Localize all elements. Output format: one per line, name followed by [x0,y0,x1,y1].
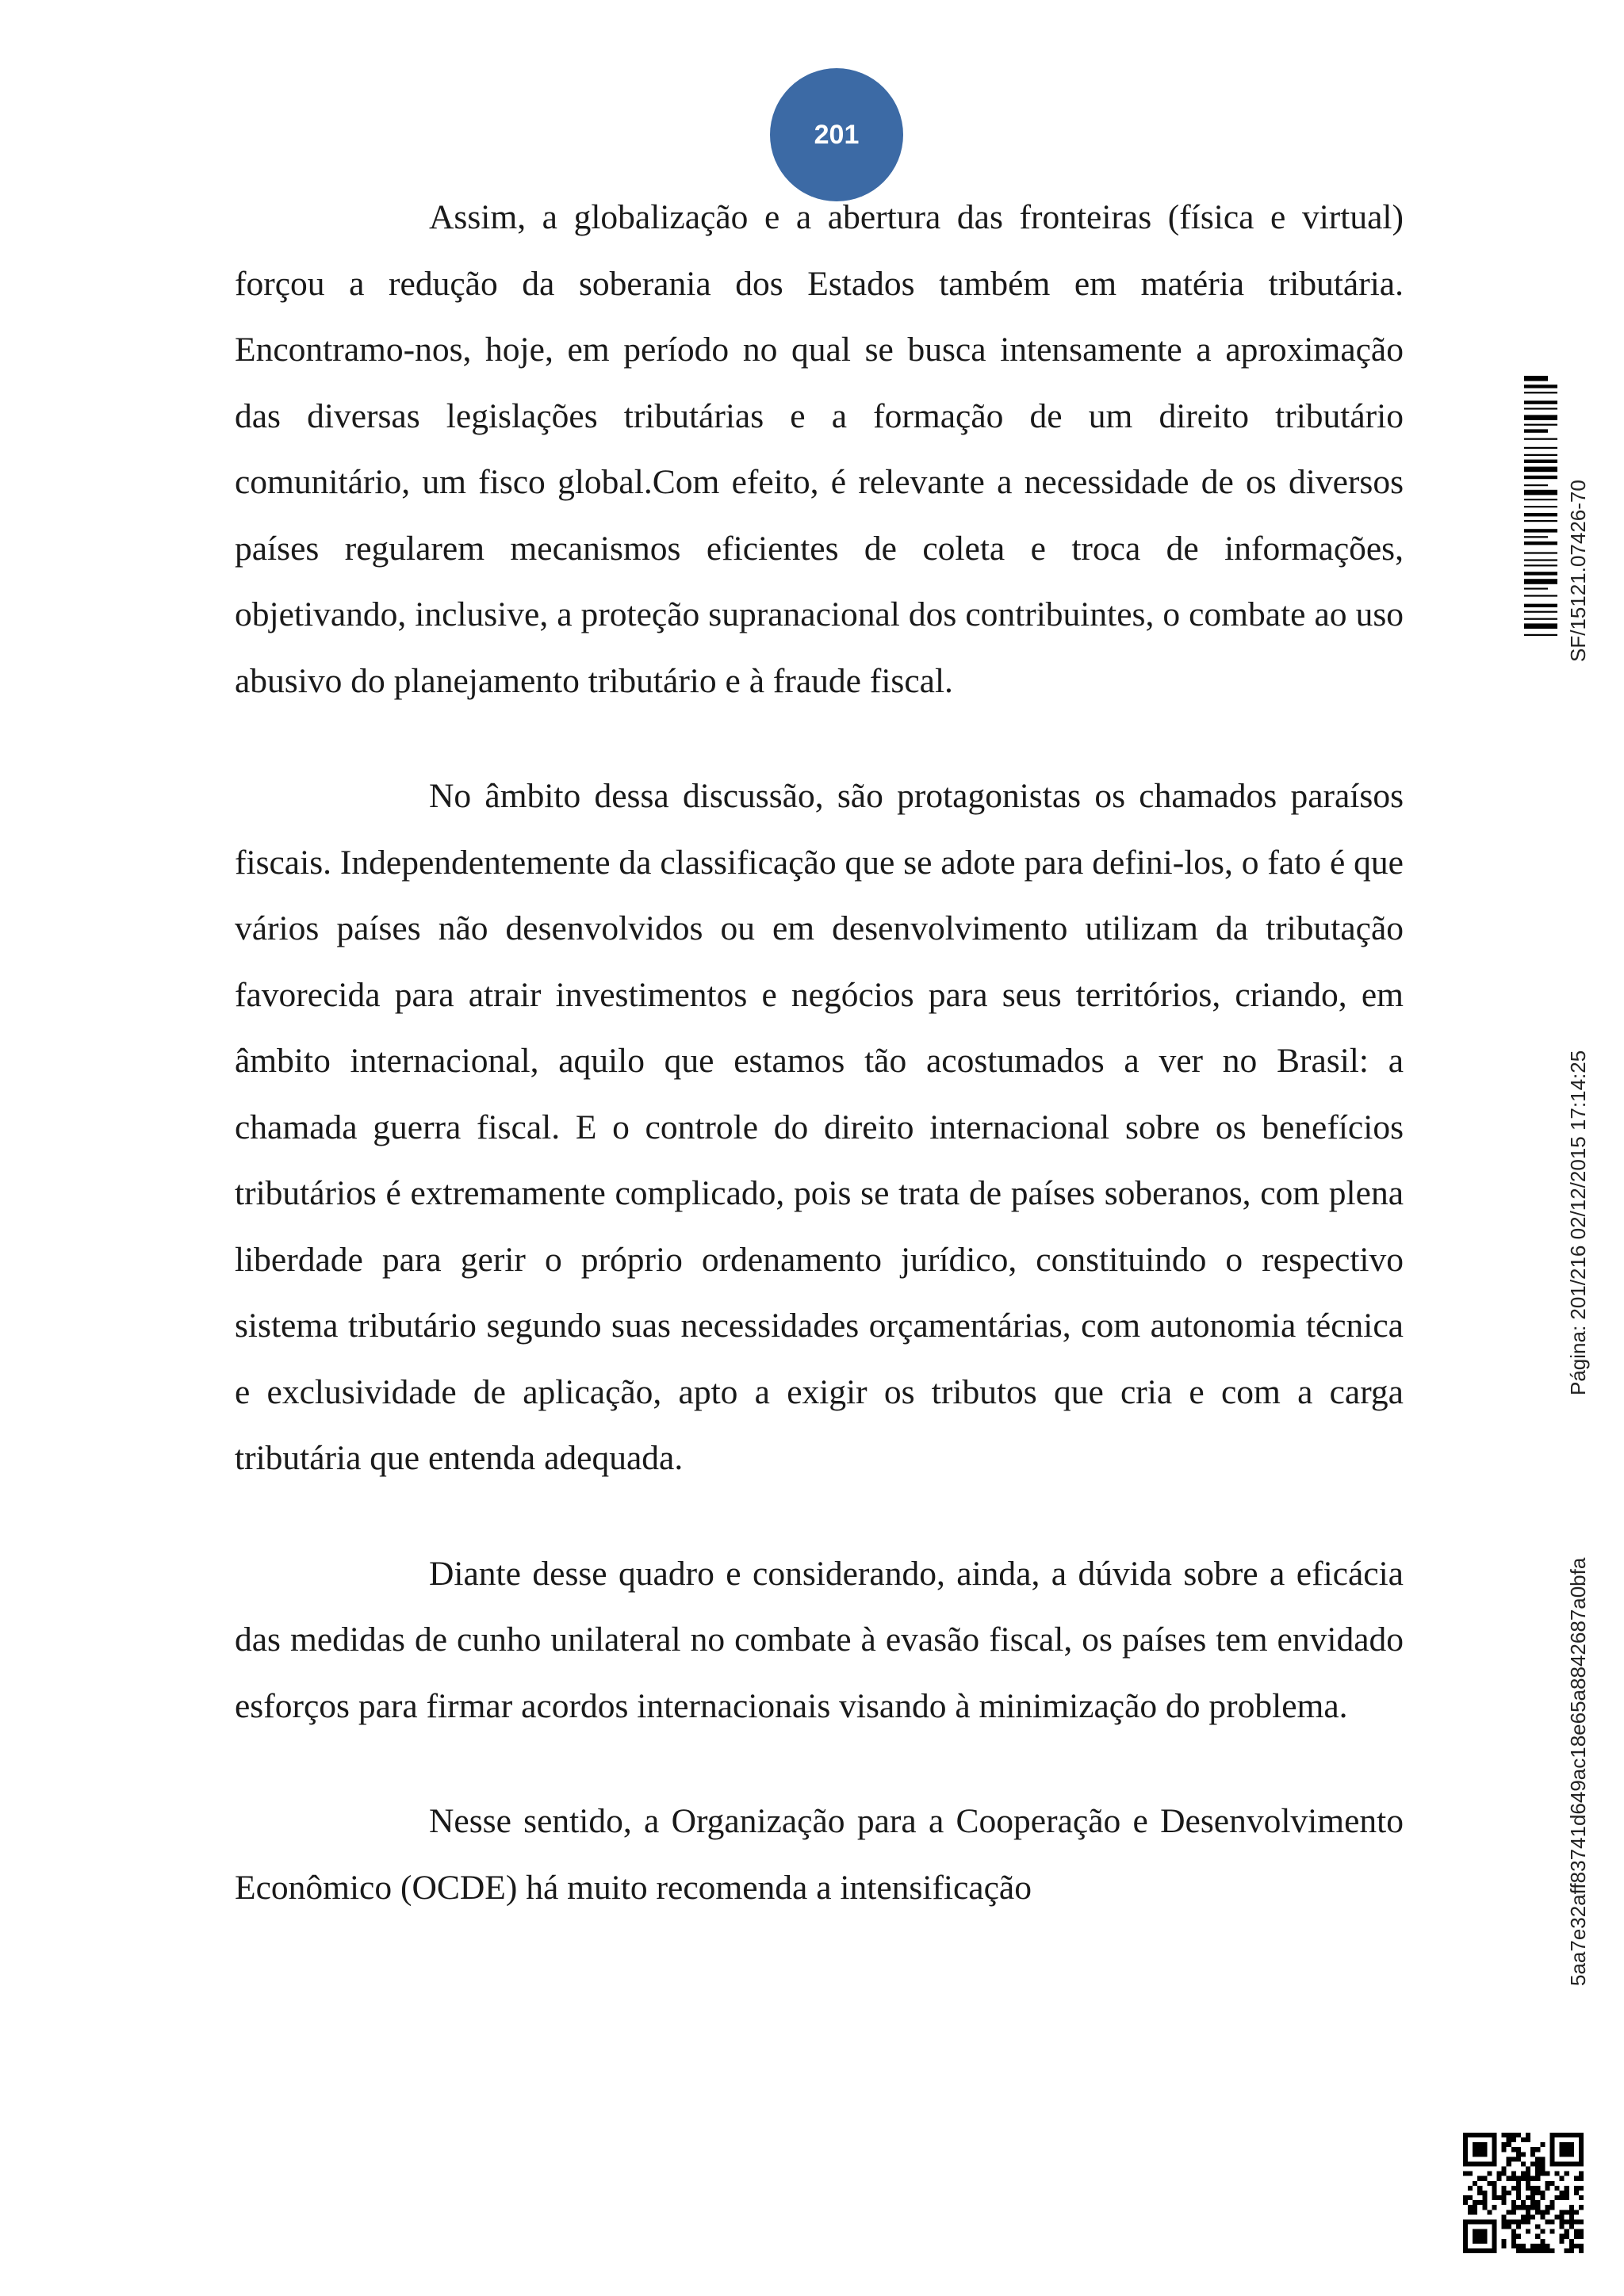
qr-code-icon [1463,2133,1584,2253]
paragraph-2: No âmbito dessa discussão, são protagonistas os chamados paraísos fiscais. Independentemente da classificação que se adote para defini-los, o fato é que vários países não desenvolvidos ou em desenvolvimento utilizam da tributação favorecida para atrair investimentos e negócios para seus territórios, criando, em âmbito internacional, aquilo que estamos tão acostumados a ver no Brasil: a chamada guerra fiscal. E o controle do direito internacional sobre os benefícios tributários é extremamente complicado, pois se trata de países soberanos, com plena liberdade para gerir o próprio ordenamento jurídico, constituindo o respectivo sistema tributário segundo suas necessidades orçamentárias, com autonomia técnica e exclusividade de aplicação, apto a exigir os tributos que cria e com a carga tributária que entenda adequada. [235,777,1404,1477]
document-hash: 5aa7e32aff83741d649ac18e65a8842687a0bfa [1566,1557,1590,1986]
document-body [235,185,1404,1921]
page-number: 201 [814,119,860,150]
paragraph-1: Assim, a globalização e a abertura das fronteiras (física e virtual) forçou a redução da soberania dos Estados também em matéria tributária. Encontramo-nos, hoje, em período no qual se busca intensamente a aproximação das diversas legislações tributárias e a formação de um direito tributário comunitário, um fisco global.Com efeito, é relevante a necessidade de os diversos países regularem mecanismos eficientes de coleta e troca de informações, objetivando, inclusive, a proteção supranacional dos contribuintes, o combate ao uso abusivo do planejamento tributário e à fraude fiscal. [235,198,1404,700]
paragraph-4: Nesse sentido, a Organização para a Cooperação e Desenvolvimento Econômico (OCDE) há muito recomenda a intensificação [235,1802,1404,1907]
document-code: SF/15121.07426-70 [1566,480,1590,662]
page-info: Página: 201/216 02/12/2015 17:14:25 [1566,1050,1590,1395]
page-number-badge [770,68,903,201]
barcode-icon [1524,376,1557,748]
paragraph-3: Diante desse quadro e considerando, ainda, a dúvida sobre a eficácia das medidas de cunho unilateral no combate à evasão fiscal, os países tem envidado esforços para firmar acordos internacionais visando à minimização do problema. [235,1554,1404,1725]
